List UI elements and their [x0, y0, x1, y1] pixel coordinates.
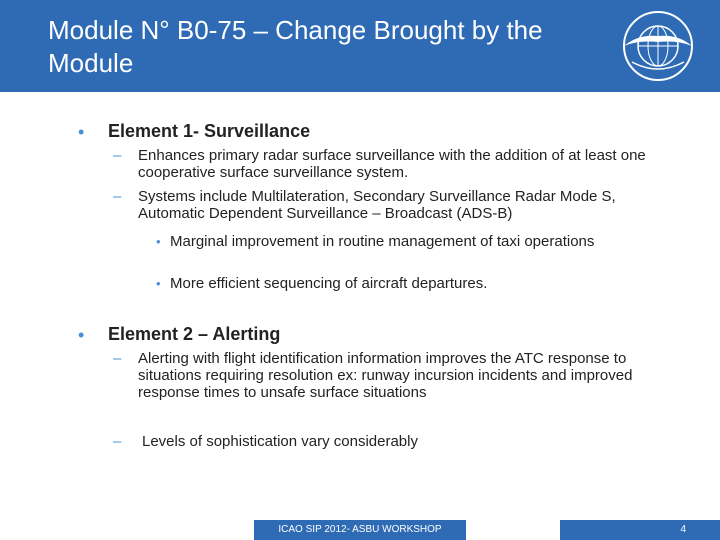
element1-subitem1-text: Marginal improvement in routine management of taxi operations — [170, 233, 595, 250]
element1-subitem2-text: More efficient sequencing of aircraft departures. — [170, 275, 488, 292]
page-number: 4 — [680, 524, 686, 535]
element1-item1-dash: – — [113, 147, 122, 164]
element2-bullet: • — [78, 325, 85, 345]
element2-item1-text: Alerting with flight identification information improves the ATC response to situations requiring resolution ex: runway incursion incidents and improved response times to unsafe surface situations — [138, 350, 633, 401]
element2-item2-text: Levels of sophistication vary considerably — [142, 433, 418, 450]
element1-item2-text: Systems include Multilateration, Secondary Surveillance Radar Mode S, Automatic Dependent Surveillance – Broadcast (ADS-B) — [138, 188, 616, 222]
element1-heading: Element 1- Surveillance — [108, 121, 311, 141]
element2-item2-dash: – — [113, 433, 122, 450]
element1-bullet: • — [78, 122, 85, 142]
element1-item2-dash: – — [113, 188, 122, 205]
element1-subitem1-bullet: • — [156, 234, 161, 249]
element1-subitem2-bullet: • — [156, 276, 161, 291]
element1-item1-text: Enhances primary radar surface surveillance with the addition of at least one cooperative surface surveillance system. — [138, 147, 646, 181]
element2-heading: Element 2 – Alerting — [108, 324, 281, 344]
slide-title: Module N° B0-75 – Change Brought by the Module — [48, 15, 543, 78]
element2-item1-dash: – — [113, 350, 122, 367]
footer-label: ICAO SIP 2012- ASBU WORKSHOP — [254, 520, 466, 540]
page-number-bar — [560, 520, 720, 540]
